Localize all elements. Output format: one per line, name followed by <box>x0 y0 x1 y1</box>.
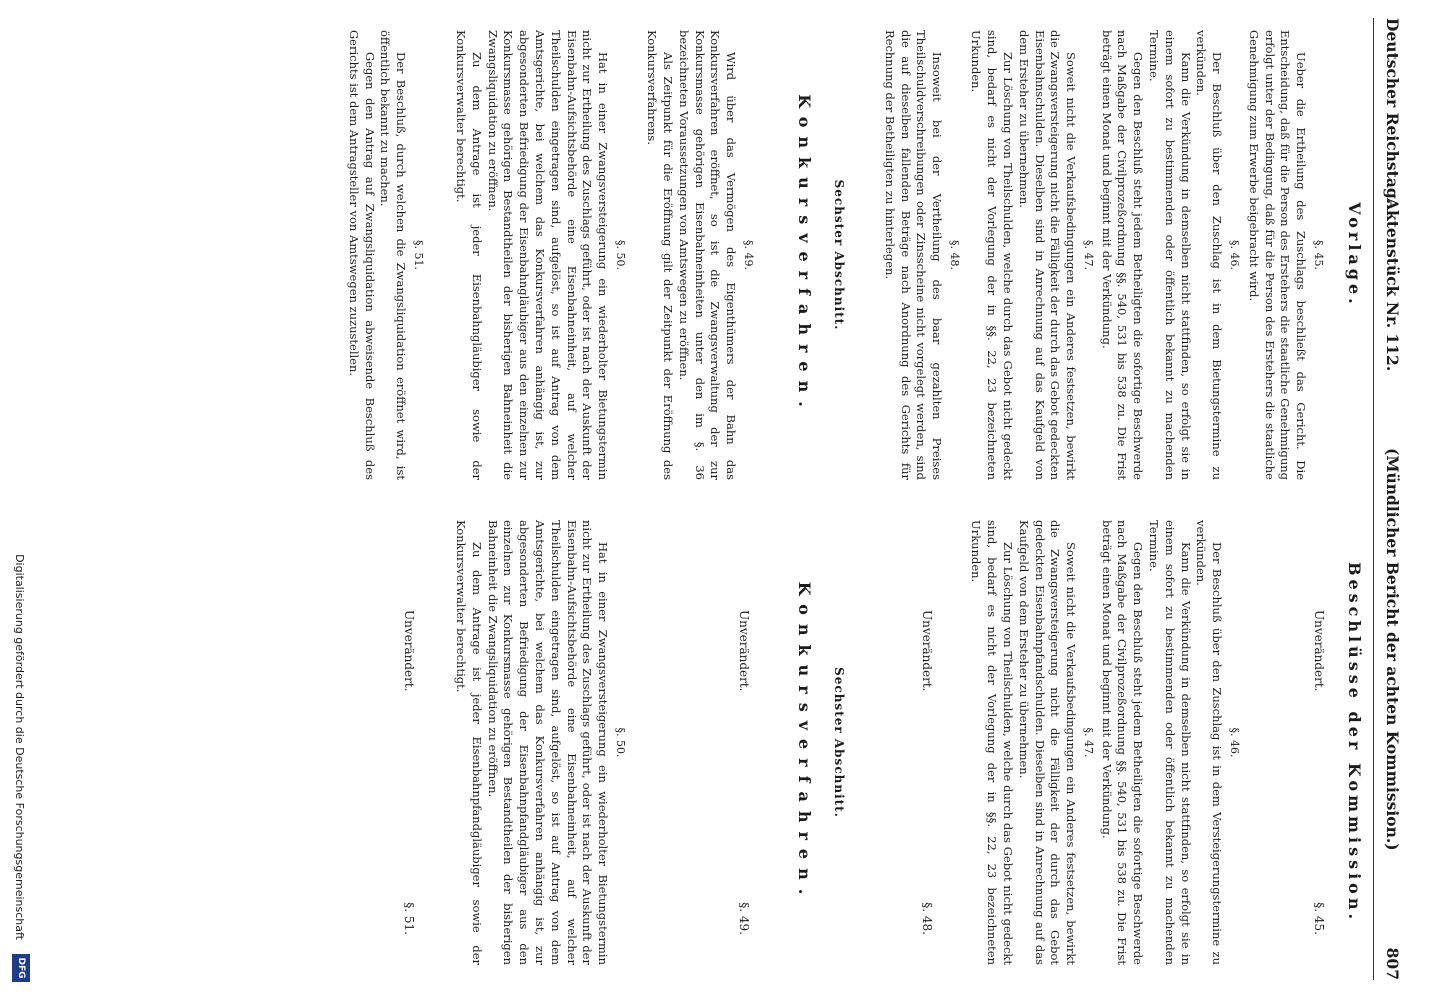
section-label: §. 48. <box>948 240 961 270</box>
section-text: Zu dem Antrage ist jeder Eisenbahngläubiger sowie der Konkursverwalter berechtigt. <box>454 30 484 480</box>
section-label: §. 45. <box>1312 240 1325 270</box>
section-text: Gegen den Beschluß steht jedem Betheiligten die sofortige Beschwerde nach Maßgabe der Civilprozeßordnung §§. 540, 531 bis 538 zu. Die Frist beträgt einen Monat und beginnt mit der Verkündung. <box>1099 30 1146 480</box>
header-rule <box>1373 18 1374 980</box>
section-label: §. 46. <box>1228 240 1241 270</box>
section-subtitle: Sechster Abschnitt. <box>832 179 846 331</box>
section-text: Zu dem Antrage ist jeder Eisenbahnpfandgläubiger sowie der Konkursverwalter berechtigt. <box>454 520 484 965</box>
section-label: §. 46. <box>1228 727 1241 758</box>
section-label: §. 47. <box>1082 240 1095 270</box>
section-subtitle: Sechster Abschnitt. <box>832 667 846 818</box>
section-text: Ueber die Ertheilung des Zuschlags beschließt das Gericht. Die Entscheidung, daß für die Person des Erstehers die staatliche Genehmigung erfolgt unter der Bedingung, daß für die Person des Erstehers die staatliche Genehmigung zum Erwerbe beigebracht wird. <box>1246 30 1309 480</box>
column-vorlage <box>26 30 1366 480</box>
section-text: Wird über das Vermögen des Eigenthümers der Bahn das Konkursverfahren eröffnet, so ist die Zwangsverwaltung der zur Konkursmasse gehörigen Eisenbahneinheiten unter den im §. 36 bezeichneten Voraussetzungen von Amtswegen zu eröffnen. <box>676 30 739 480</box>
sixth-section-heading <box>796 520 846 965</box>
section-label: §. 50. <box>614 727 627 758</box>
section-51 <box>345 30 426 480</box>
section-46 <box>1098 520 1242 965</box>
section-label: §. 48. <box>920 902 934 935</box>
funding-note: Digitalisierung gefördert durch die Deutsche Forschungsgemeinschaft <box>13 554 26 940</box>
unchanged-label: Unverändert. <box>402 610 416 692</box>
section-label: §. 49. <box>742 240 755 270</box>
column-title: Beschlüsse der Kommission. <box>1345 561 1364 924</box>
unchanged-label: Unverändert. <box>920 610 934 692</box>
unchanged-label: Unverändert. <box>737 610 751 692</box>
section-45 <box>1245 30 1326 480</box>
section-text: Soweit nicht die Verkaufsbedingungen ein Anderes festsetzen, bewirkt die Zwangsversteigerung nicht die Fälligkeit der durch das Gebot gedeckten Eisenbahnschulden. Dieselben sind in Anrechnung auf das Kaufgeld von dem Ersteher zu übernehmen. <box>1016 30 1079 480</box>
section-text: Der Beschluß über den Zuschlag ist in dem Bietungstermine zu verkünden. <box>1194 30 1225 480</box>
section-49 <box>643 30 756 480</box>
attachment-number: Aktenstück Nr. 112. <box>1383 198 1402 372</box>
section-text: Zur Löschung von Theilschulden, welche durch das Gebot nicht gedeckt sind, bedarf es nicht der Vorlegung der in §§. 22, 23 bezeichneten Urkunden. <box>969 520 1016 965</box>
section-text: Der Beschluß über den Zuschlag ist in dem Versteigerungstermine zu verkünden. <box>1194 520 1225 965</box>
report-title: (Mündlicher Bericht der achten Kommission.) <box>1383 448 1402 851</box>
section-label: §. 45. <box>1312 902 1326 935</box>
section-46 <box>1098 30 1242 480</box>
konkurs-title: Konkursverfahren. <box>795 581 815 904</box>
section-label: §. 50. <box>614 240 627 270</box>
section-47 <box>968 30 1096 480</box>
section-text: Kann die Verkündung in demselben nicht stattfinden, so erfolgt sie in einem sofort zu bestimmenden oder öffentlich bekannt zu machenden Termine. <box>1147 30 1193 480</box>
column-title: Vorlage. <box>1345 202 1364 308</box>
section-47 <box>968 520 1096 965</box>
digitization-footer <box>2 0 32 1000</box>
section-text: Kann die Verkündung in demselben nicht stattfinden, so erfolgt sie in einem sofort zu bestimmenden oder öffentlich bekannt zu machenden Termine. <box>1147 520 1193 965</box>
konkurs-title: Konkursverfahren. <box>795 94 815 416</box>
sixth-section-heading <box>796 30 846 480</box>
section-text: Zur Löschung von Theilschulden, welche durch das Gebot nicht gedeckt sind, bedarf es nicht der Vorlegung der in §§. 22, 23 bezeichneten Urkunden. <box>969 30 1016 480</box>
section-text: Soweit nicht die Verkaufsbedingungen ein Anderes festsetzen, bewirkt die Zwangsversteigerung nicht die Fälligkeit der durch das Gebot gedeckten Eisenbahnpfandschulden. Dieselben sind in Anrechnung auf das Kaufgeld von dem Ersteher zu übernehmen. <box>1016 520 1079 965</box>
section-label: §. 47. <box>1082 727 1095 758</box>
section-text: Hat in einer Zwangsversteigerung ein wiederholter Bietungstermin nicht zur Ertheilung des Zuschlags geführt, oder ist nach der Auskunft der Eisenbahn-Aufsichtsbehörde eine Eisenbahneinheit, auf welcher Theilschulden eingetragen sind, aufgelöst, so ist auf Antrag von dem Amtsgerichte, bei welchem das Konkursverfahren anhängig ist, zur abgesonderten Befriedigung der Eisenbahngläubiger aus den einzelnen zur Konkursmasse gehörigen Bestandtheilen der bisherigen Bahneinheit die Zwangsliquidation zu eröffnen. <box>485 30 611 480</box>
section-48 <box>881 30 962 480</box>
section-text: Als Zeitpunkt für die Eröffnung gilt der Zeitpunkt der Eröffnung des Konkursverfahrens. <box>645 30 676 480</box>
column-beschluesse <box>26 520 1366 965</box>
section-label: §. 51. <box>412 240 425 270</box>
section-text: Insoweit bei der Vertheilung des baar gezahlten Preises Theilschuldverschreibungen oder Zinsscheine nicht vorgelegt werden, sind die auf dieselben fallenden Beträge nach Anordnung des Gerichts für Rechnung der Betheiligten zu hinterlegen. <box>882 30 945 480</box>
section-text: Hat in einer Zwangsversteigerung ein wiederholter Bietungstermin nicht zur Ertheilung des Zuschlags geführt, oder ist nach der Auskunft der Eisenbahn-Aufsichtsbehörde eine Eisenbahneinheit, auf welcher Theilschulden eingetragen sind, aufgelöst, so ist auf Antrag von dem Amtsgerichte, bei welchem das Konkursverfahren anhängig ist, zur abgesonderten Befriedigung der Eisenbahnpfandgläubiger aus den einzelnen zur Konkursmasse gehörigen Bestandtheilen der bisherigen Bahneinheit die Zwangsliquidation zu eröffnen. <box>485 520 611 965</box>
page-number: 807 <box>1383 947 1402 980</box>
page-header <box>1376 18 1402 980</box>
section-50 <box>452 520 628 965</box>
section-label: §. 49. <box>737 902 751 935</box>
unchanged-label: Unverändert. <box>1312 610 1326 692</box>
section-text: Gegen den Beschluß steht jedem Betheiligten die sofortige Beschwerde nach Maßgabe der Civilprozeßordnung §§. 540, 531 bis 538 zu. Die Frist beträgt einen Monat und beginnt mit der Verkündung. <box>1099 520 1146 965</box>
publication-name: Deutscher Reichstag. <box>1383 18 1402 205</box>
section-text: Gegen den Antrag auf Zwangsliquidation abweisende Beschluß des Gerichts ist dem Antragsteller von Amtswegen zuzustellen. <box>346 30 377 480</box>
dfg-logo-icon: DFG <box>12 954 30 982</box>
section-label: §. 51. <box>402 902 416 935</box>
section-50 <box>452 30 628 480</box>
section-text: Der Beschluß, durch welchen die Zwangsliquidation eröffnet wird, ist öffentlich bekannt zu machen. <box>378 30 409 480</box>
